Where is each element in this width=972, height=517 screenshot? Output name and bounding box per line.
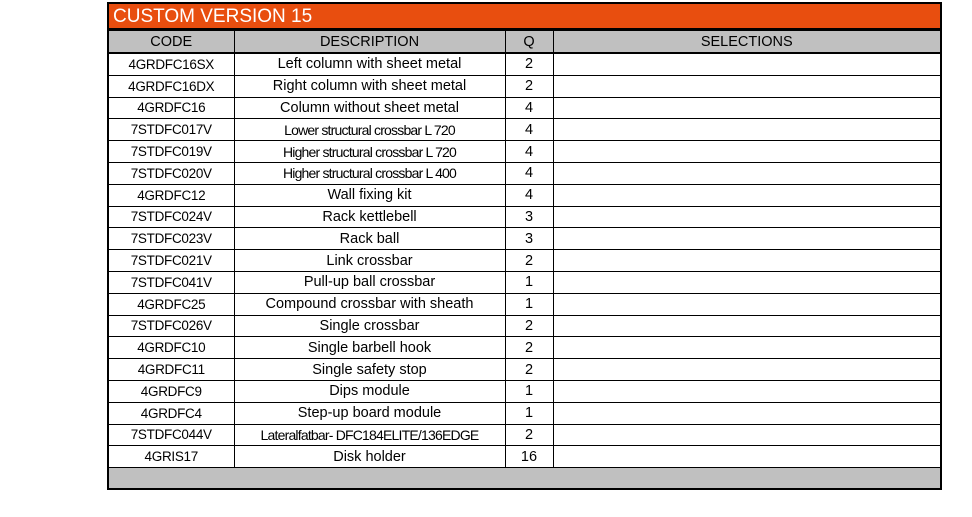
cell-code: 7STDFC026V — [109, 315, 234, 337]
table-row — [109, 293, 940, 315]
cell-quantity: 2 — [505, 337, 553, 359]
cell-description: Column without sheet metal — [234, 97, 505, 119]
column-header-code: CODE — [109, 31, 234, 54]
cell-code: 7STDFC019V — [109, 141, 234, 163]
table-row — [109, 184, 940, 206]
cell-selections[interactable] — [553, 75, 940, 97]
table-row — [109, 162, 940, 184]
cell-quantity: 3 — [505, 228, 553, 250]
cell-code: 4GRDFC16DX — [109, 75, 234, 97]
cell-description: Compound crossbar with sheath — [234, 293, 505, 315]
table-row — [109, 271, 940, 293]
table-row — [109, 97, 940, 119]
table-row — [109, 402, 940, 424]
cell-code: 7STDFC041V — [109, 271, 234, 293]
cell-description: Single crossbar — [234, 315, 505, 337]
table-row — [109, 228, 940, 250]
cell-quantity: 2 — [505, 424, 553, 446]
cell-description: Right column with sheet metal — [234, 75, 505, 97]
cell-selections[interactable] — [553, 424, 940, 446]
cell-selections[interactable] — [553, 293, 940, 315]
cell-description: Disk holder — [234, 446, 505, 468]
cell-code: 7STDFC024V — [109, 206, 234, 228]
custom-version-sheet — [107, 2, 942, 490]
cell-code: 7STDFC023V — [109, 228, 234, 250]
cell-selections[interactable] — [553, 141, 940, 163]
cell-selections[interactable] — [553, 119, 940, 141]
cell-quantity: 2 — [505, 359, 553, 381]
cell-description: Dips module — [234, 380, 505, 402]
cell-quantity: 4 — [505, 97, 553, 119]
table-row — [109, 250, 940, 272]
column-header-description: DESCRIPTION — [234, 31, 505, 54]
cell-description: Step-up board module — [234, 402, 505, 424]
cell-description: Rack ball — [234, 228, 505, 250]
sheet-title: CUSTOM VERSION 15 — [109, 4, 940, 30]
cell-quantity: 2 — [505, 53, 553, 75]
table-row — [109, 446, 940, 468]
cell-quantity: 4 — [505, 141, 553, 163]
cell-quantity: 1 — [505, 271, 553, 293]
cell-quantity: 4 — [505, 162, 553, 184]
cell-description: Lower structural crossbar L 720 — [234, 119, 505, 141]
cell-description: Lateralfatbar- DFC184ELITE/136EDGE — [234, 424, 505, 446]
cell-code: 7STDFC020V — [109, 162, 234, 184]
parts-table — [109, 30, 940, 469]
table-row — [109, 315, 940, 337]
cell-selections[interactable] — [553, 359, 940, 381]
cell-code: 4GRDFC16SX — [109, 53, 234, 75]
cell-code: 4GRDFC25 — [109, 293, 234, 315]
cell-code: 4GRDFC10 — [109, 337, 234, 359]
table-row — [109, 424, 940, 446]
cell-description: Higher structural crossbar L 400 — [234, 162, 505, 184]
table-row — [109, 75, 940, 97]
footer-bar — [109, 468, 940, 488]
table-row — [109, 119, 940, 141]
cell-selections[interactable] — [553, 250, 940, 272]
cell-selections[interactable] — [553, 206, 940, 228]
cell-description: Single safety stop — [234, 359, 505, 381]
cell-code: 7STDFC044V — [109, 424, 234, 446]
cell-quantity: 1 — [505, 380, 553, 402]
cell-quantity: 2 — [505, 315, 553, 337]
cell-description: Left column with sheet metal — [234, 53, 505, 75]
cell-quantity: 3 — [505, 206, 553, 228]
cell-description: Higher structural crossbar L 720 — [234, 141, 505, 163]
cell-selections[interactable] — [553, 228, 940, 250]
table-row — [109, 141, 940, 163]
cell-description: Single barbell hook — [234, 337, 505, 359]
cell-code: 4GRDFC4 — [109, 402, 234, 424]
table-row — [109, 380, 940, 402]
cell-selections[interactable] — [553, 271, 940, 293]
cell-selections[interactable] — [553, 402, 940, 424]
column-header-q: Q — [505, 31, 553, 54]
cell-quantity: 4 — [505, 184, 553, 206]
table-body — [109, 53, 940, 468]
cell-quantity: 4 — [505, 119, 553, 141]
table-row — [109, 206, 940, 228]
column-header-selections: SELECTIONS — [553, 31, 940, 54]
table-header-row — [109, 31, 940, 54]
table-row — [109, 337, 940, 359]
cell-quantity: 2 — [505, 250, 553, 272]
cell-description: Pull-up ball crossbar — [234, 271, 505, 293]
cell-description: Link crossbar — [234, 250, 505, 272]
cell-description: Rack kettlebell — [234, 206, 505, 228]
cell-selections[interactable] — [553, 315, 940, 337]
cell-code: 4GRDFC9 — [109, 380, 234, 402]
cell-selections[interactable] — [553, 97, 940, 119]
cell-code: 4GRDFC11 — [109, 359, 234, 381]
cell-selections[interactable] — [553, 380, 940, 402]
table-row — [109, 359, 940, 381]
cell-quantity: 1 — [505, 402, 553, 424]
cell-selections[interactable] — [553, 162, 940, 184]
cell-selections[interactable] — [553, 184, 940, 206]
cell-selections[interactable] — [553, 53, 940, 75]
cell-quantity: 2 — [505, 75, 553, 97]
cell-code: 4GRDFC16 — [109, 97, 234, 119]
cell-selections[interactable] — [553, 446, 940, 468]
cell-quantity: 16 — [505, 446, 553, 468]
cell-code: 7STDFC017V — [109, 119, 234, 141]
cell-quantity: 1 — [505, 293, 553, 315]
cell-code: 4GRDFC12 — [109, 184, 234, 206]
cell-selections[interactable] — [553, 337, 940, 359]
table-row — [109, 53, 940, 75]
cell-code: 4GRIS17 — [109, 446, 234, 468]
cell-description: Wall fixing kit — [234, 184, 505, 206]
cell-code: 7STDFC021V — [109, 250, 234, 272]
